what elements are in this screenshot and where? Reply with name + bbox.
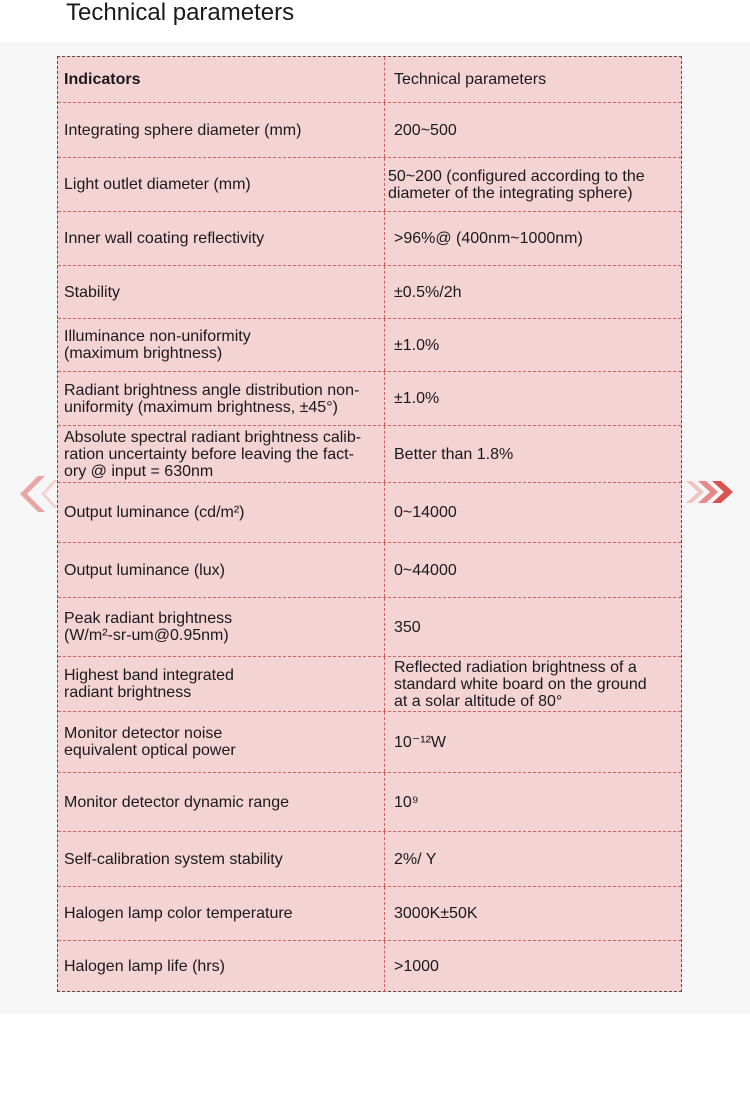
value-cell: 0~14000 — [394, 504, 457, 521]
table-row — [58, 886, 681, 940]
header-indicators: Indicators — [58, 57, 385, 102]
double-chevron-right-icon[interactable] — [684, 478, 740, 506]
table-row — [58, 656, 681, 711]
table-row — [58, 318, 681, 371]
value-cell: 10⁻¹²W — [394, 733, 446, 751]
value-cell: ±1.0% — [394, 390, 440, 407]
header-technical-parameters: Technical parameters — [394, 71, 547, 88]
table-row — [58, 265, 681, 318]
value-cell: Better than 1.8% — [394, 445, 514, 463]
value-cell: 3000K±50K — [394, 905, 478, 922]
value-cell: 10⁹ — [394, 793, 419, 811]
value-cell: 50~200 (configured according to the diameter of the integrating sphere) — [388, 167, 645, 202]
parameters-table — [57, 56, 682, 992]
table-row — [58, 711, 681, 772]
value-cell: Reflected radiation brightness of a standard white board on the ground at a solar altitude of 80° — [394, 658, 647, 710]
indicator-cell: Halogen lamp color temperature — [58, 887, 385, 940]
value-cell: 350 — [394, 618, 421, 636]
indicator-cell: Highest band integrated radiant brightness — [58, 657, 385, 711]
table-row — [58, 940, 681, 992]
indicator-cell: Output luminance (cd/m²) — [58, 483, 385, 542]
indicator-cell: Inner wall coating reflectivity — [58, 212, 385, 265]
indicator-cell: Peak radiant brightness (W/m²-sr-um@0.95nm) — [58, 598, 385, 656]
table-row — [58, 157, 681, 211]
indicator-cell: Self-calibration system stability — [58, 832, 385, 886]
value-cell: 0~44000 — [394, 561, 457, 579]
table-row — [58, 772, 681, 831]
table-row — [58, 102, 681, 157]
table-row — [58, 371, 681, 425]
table-row — [58, 211, 681, 265]
indicator-cell: Integrating sphere diameter (mm) — [58, 103, 385, 157]
value-cell: ±1.0% — [394, 336, 440, 354]
value-cell: >96%@ (400nm~1000nm) — [394, 230, 583, 247]
table-row — [58, 542, 681, 597]
value-cell: 2%/ Y — [394, 850, 437, 868]
value-cell: 200~500 — [394, 121, 457, 139]
chevron-left-icon[interactable] — [14, 474, 60, 514]
indicator-cell: Illuminance non-uniformity (maximum brightness) — [58, 319, 385, 371]
indicator-cell: Absolute spectral radiant brightness calib- ration uncertainty before leaving the fact- ory @ input = 630nm — [58, 426, 385, 482]
indicator-cell: Output luminance (lux) — [58, 543, 385, 597]
table-row — [58, 482, 681, 542]
value-cell: >1000 — [394, 958, 439, 975]
table-row — [58, 425, 681, 482]
table-header-row — [58, 57, 681, 102]
indicator-cell: Monitor detector dynamic range — [58, 773, 385, 831]
indicator-cell: Halogen lamp life (hrs) — [58, 941, 385, 992]
table-row — [58, 831, 681, 886]
table-row — [58, 597, 681, 656]
indicator-cell: Radiant brightness angle distribution non- uniformity (maximum brightness, ±45°) — [58, 372, 385, 425]
indicator-cell: Light outlet diameter (mm) — [58, 158, 385, 211]
indicator-cell: Stability — [58, 266, 385, 318]
value-cell: ±0.5%/2h — [394, 283, 462, 301]
indicator-cell: Monitor detector noise equivalent optical power — [58, 712, 385, 772]
page-title: Technical parameters — [66, 0, 295, 26]
